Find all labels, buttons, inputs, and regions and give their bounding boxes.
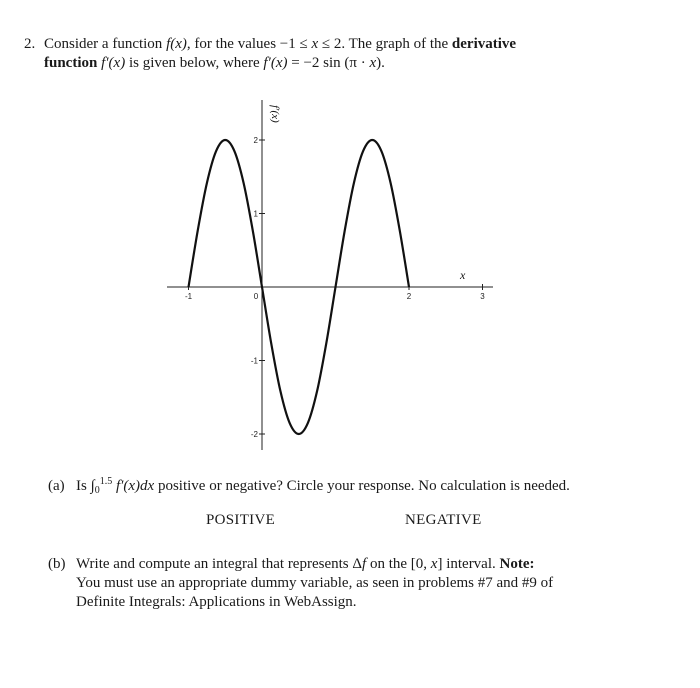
problem-text: , for the values −1 ≤	[186, 36, 312, 52]
problem-text: Consider a function	[44, 36, 167, 52]
part-b-line-1	[48, 555, 628, 574]
function-f: f	[362, 556, 367, 572]
variable-x: x	[311, 36, 319, 52]
integral-sign: ∫	[90, 478, 95, 494]
part-b-text: Write and compute an integral that represents Δ	[76, 556, 363, 572]
problem-statement	[24, 35, 624, 73]
choice-positive[interactable]: POSITIVE	[206, 512, 276, 528]
y-tick-label: 1	[253, 209, 258, 219]
x-tick-label: 2	[406, 292, 412, 301]
y-tick-label: -1	[250, 356, 258, 366]
x-tick-label: 3	[480, 292, 485, 301]
problem-text: ).	[376, 55, 385, 71]
variable-x: x	[430, 556, 438, 572]
part-a-label: (a)	[48, 478, 65, 494]
y-axis-label: f′(x)	[269, 105, 281, 123]
derivative-name: f′(x)	[263, 55, 288, 71]
problem-text: = −2 sin (π ·	[287, 55, 370, 71]
part-b-line-3: Definite Integrals: Applications in WebAssign.	[76, 594, 357, 610]
variable-x: x	[369, 55, 377, 71]
problem-number: 2.	[24, 36, 36, 52]
bold-derivative: derivative	[451, 36, 517, 52]
integral-lower-limit: 0	[94, 485, 100, 496]
part-a-text: Is	[76, 478, 91, 494]
part-b-line-2: You must use an appropriate dummy variable, as seen in problems #7 and #9 of	[76, 575, 554, 591]
derivative-graph	[160, 95, 500, 455]
function-name: f(x)	[166, 36, 187, 52]
part-b-label: (b)	[48, 556, 66, 572]
note-label: Note:	[499, 556, 535, 572]
part-b	[48, 555, 628, 612]
choice-negative[interactable]: NEGATIVE	[405, 512, 482, 528]
part-b-text: on the [0,	[366, 556, 431, 572]
part-a-text: positive or negative? Circle your response. No calculation is needed.	[154, 478, 570, 494]
problem-line-1	[24, 35, 624, 54]
y-tick-label: 2	[253, 136, 258, 145]
y-tick-label: -2	[250, 430, 258, 439]
problem-text: is given below, where	[125, 55, 264, 71]
bold-function: function	[44, 55, 98, 71]
x-tick-label: -1	[184, 292, 193, 301]
problem-text: ≤ 2. The graph of the	[318, 36, 452, 52]
part-b-text: ] interval.	[437, 556, 500, 572]
integrand: f′(x)dx	[115, 478, 155, 494]
x-axis-label: x	[460, 268, 466, 282]
derivative-name: f′(x)	[101, 55, 126, 71]
part-a	[48, 472, 648, 500]
integral-upper-limit: 1.5	[99, 476, 113, 487]
x-tick-label: 0	[253, 292, 259, 301]
problem-line-2	[24, 54, 624, 73]
